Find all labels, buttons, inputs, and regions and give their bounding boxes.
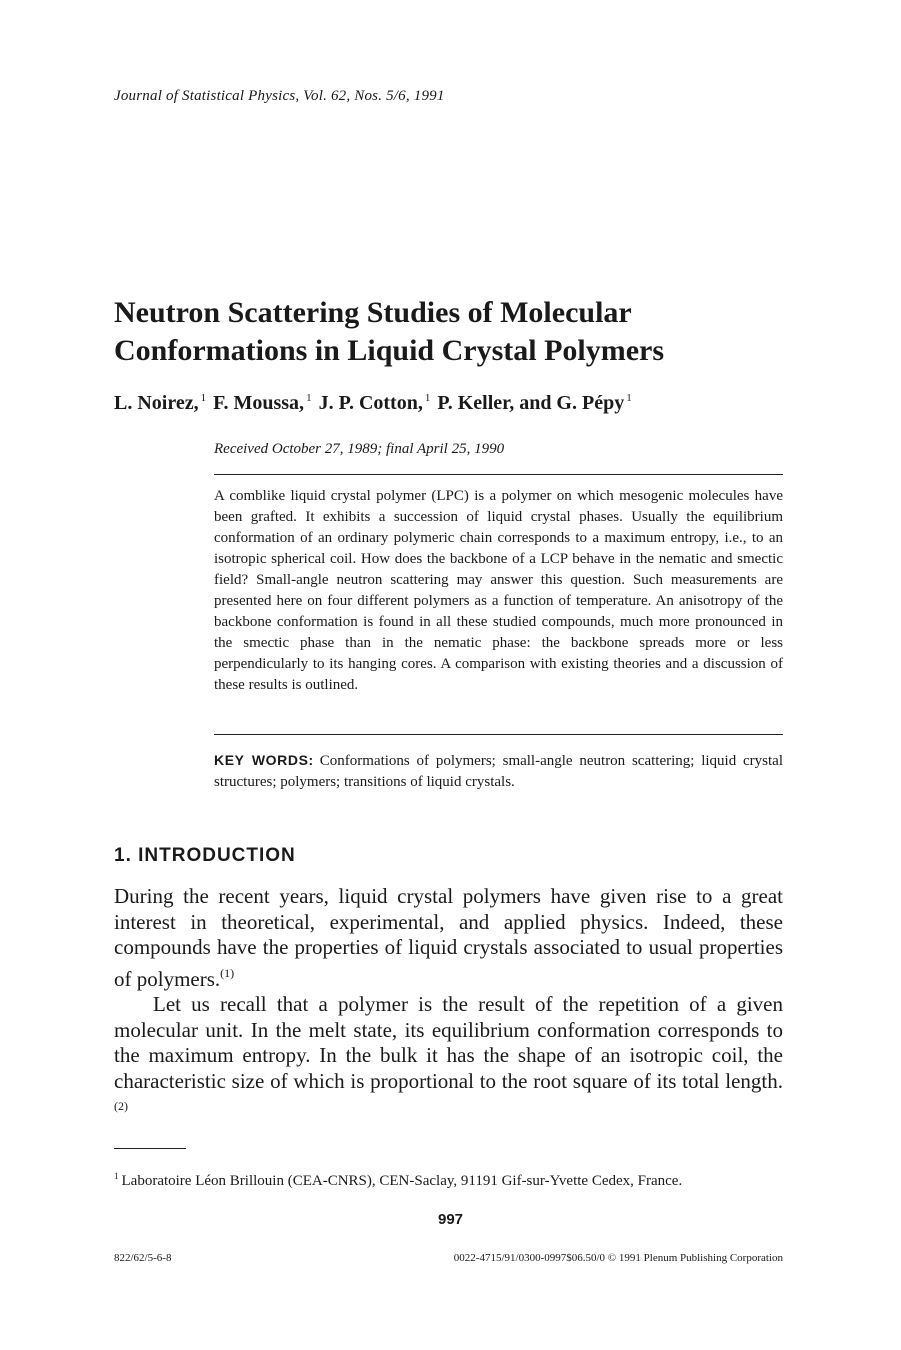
- footnote: [114, 1166, 783, 1192]
- key-words-label: KEY WORDS:: [214, 752, 314, 768]
- author-name: P. Keller, and G. Pépy: [437, 392, 625, 414]
- paragraph-text: During the recent years, liquid crystal polymers have given rise to a great interest in theoretical, experimental, and applied physics. Indeed, these compounds have the properties of liquid crystals associated to usual properties of polymers.: [114, 884, 783, 991]
- title-line-2: Conformations in Liquid Crystal Polymers: [114, 334, 665, 367]
- footnote-rule: [114, 1148, 186, 1149]
- abstract: A comblike liquid crystal polymer (LPC) is a polymer on which mesogenic molecules have been grafted. It exhibits a succession of liquid crystal phases. Usually the equilibrium conformation of an ordinary polymeric chain corresponds to a maximum entropy, i.e., to an isotropic spherical coil. How does the backbone of a LCP behave in the nematic and smectic field? Small-angle neutron scattering may answer this question. Such measurements are presented here on four different polymers as a function of temperature. An anisotropy of the backbone conformation is found in all these studied compounds, much more pronounced in the smectic phase than in the nematic phase: the backbone spreads more or less perpendicularly to its hanging cores. A comparison with existing theories and a discussion of these results is outlined.: [214, 488, 783, 693]
- paragraph: [114, 992, 783, 1126]
- footnote-mark: 1: [114, 1171, 119, 1181]
- key-words: [214, 750, 783, 793]
- author-name: F. Moussa,: [213, 392, 305, 414]
- affiliation-mark: 1: [626, 392, 632, 404]
- paragraph-text: Let us recall that a polymer is the result of the repetition of a given molecular unit. In the melt state, its equilibrium conformation corresponds to the maximum entropy. In the bulk it has the shape of an isotropic coil, the characteristic size of which is proportional to the root square of its total length.: [114, 992, 783, 1093]
- copyright-line: 0022-4715/91/0300-0997$06.50/0 © 1991 Plenum Publishing Corporation: [453, 1252, 783, 1264]
- affiliation-mark: 1: [306, 392, 312, 404]
- title-line-1: Neutron Scattering Studies of Molecular: [114, 296, 632, 329]
- author-list: [114, 392, 634, 415]
- page-number: 997: [437, 1211, 464, 1228]
- abstract-bottom-rule: [214, 734, 783, 735]
- citation: (2): [114, 1099, 128, 1113]
- key-words-text: Conformations of polymers; small-angle neutron scattering; liquid crystal structures; polymers; transitions of liquid crystals.: [214, 753, 783, 790]
- section-heading: 1. INTRODUCTION: [114, 845, 296, 866]
- affiliation-mark: 1: [200, 392, 207, 404]
- section-body: [114, 884, 783, 1126]
- abstract-top-rule: [214, 474, 783, 475]
- affiliation-mark: 1: [424, 392, 431, 404]
- received-dates: Received October 27, 1989; final April 25, 1990: [214, 441, 505, 457]
- footnote-text: Laboratoire Léon Brillouin (CEA-CNRS), CEN-Saclay, 91191 Gif-sur-Yvette Cedex, France.: [121, 1173, 683, 1189]
- journal-header: Journal of Statistical Physics, Vol. 62, Nos. 5/6, 1991: [114, 88, 445, 104]
- author-name: J. P. Cotton,: [318, 392, 423, 414]
- paper-title: [114, 294, 794, 370]
- footer-code: 822/62/5-6-8: [114, 1252, 172, 1264]
- author-name: L. Noirez,: [114, 392, 199, 414]
- citation: (1): [220, 965, 235, 980]
- paragraph: [114, 884, 783, 992]
